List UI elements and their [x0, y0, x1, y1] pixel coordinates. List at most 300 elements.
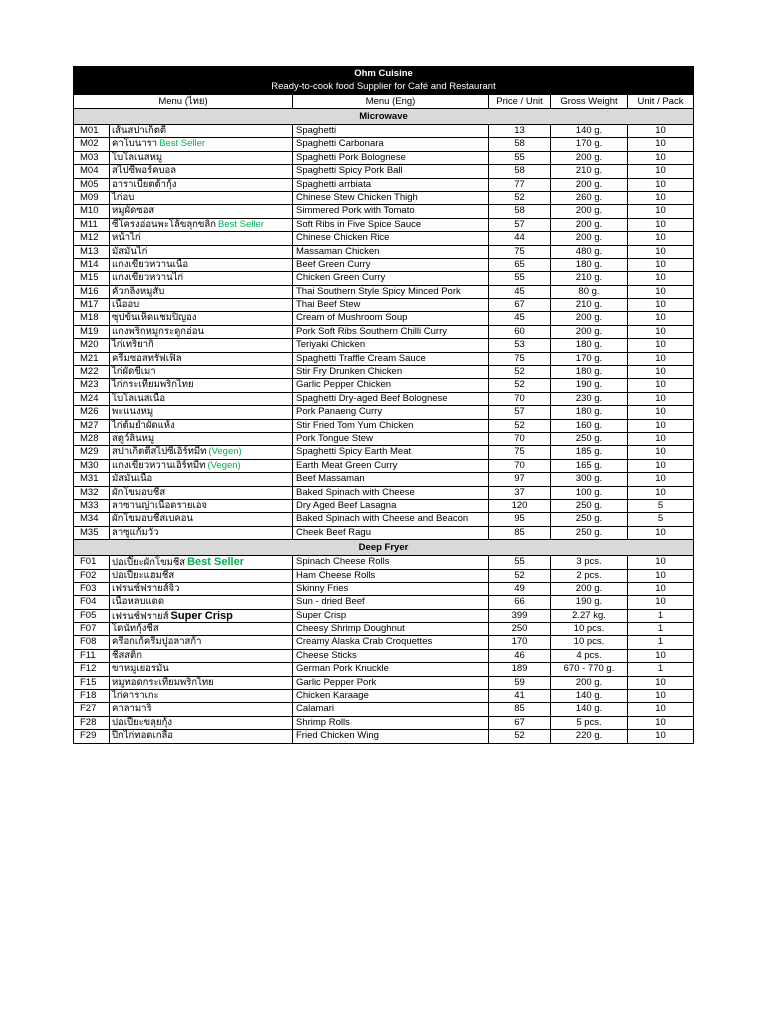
item-name-eng: Spaghetti Spicy Earth Meat: [293, 446, 489, 459]
item-name-thai: [110, 460, 293, 473]
menu-row: [74, 473, 694, 486]
item-price: 67: [489, 299, 551, 312]
item-code: M12: [74, 232, 110, 245]
item-name-thai-text: แกงเขียวหวานเอิร์ทมีท: [112, 459, 206, 471]
item-badge: Super Crisp: [170, 609, 233, 622]
item-name-thai: [110, 259, 293, 272]
menu-row: [74, 406, 694, 419]
menu-row: [74, 527, 694, 540]
menu-row: [74, 583, 694, 596]
item-name-thai: [110, 636, 293, 649]
item-unit-pack: 10: [628, 219, 694, 232]
item-unit-pack: 10: [628, 138, 694, 151]
item-name-thai-text: โบโลเนสเนื้อ: [112, 392, 166, 404]
item-name-thai: [110, 513, 293, 526]
item-gross-weight: 140 g.: [551, 690, 628, 703]
item-code: M33: [74, 500, 110, 513]
item-unit-pack: 10: [628, 433, 694, 446]
item-unit-pack: 10: [628, 570, 694, 583]
item-badge: Best Seller: [217, 218, 264, 230]
item-code: F03: [74, 583, 110, 596]
item-gross-weight: 3 pcs.: [551, 556, 628, 569]
item-name-thai-text: ลาซานญ่าเนื้อดรายเอจ: [112, 499, 207, 511]
item-name-eng: Massaman Chicken: [293, 246, 489, 259]
item-name-eng: Stir Fried Tom Yum Chicken: [293, 420, 489, 433]
item-price: 59: [489, 677, 551, 690]
item-gross-weight: 5 pcs.: [551, 717, 628, 730]
item-name-eng: Sun - dried Beef: [293, 596, 489, 609]
item-code: F05: [74, 610, 110, 623]
item-name-thai: [110, 500, 293, 513]
item-name-thai: [110, 393, 293, 406]
item-unit-pack: 10: [628, 596, 694, 609]
item-name-eng: Chicken Green Curry: [293, 272, 489, 285]
item-gross-weight: 140 g.: [551, 125, 628, 138]
item-unit-pack: 10: [628, 406, 694, 419]
item-unit-pack: 10: [628, 487, 694, 500]
item-name-eng: Chicken Karaage: [293, 690, 489, 703]
item-name-thai: [110, 556, 293, 569]
item-gross-weight: 180 g.: [551, 339, 628, 352]
menu-row: [74, 232, 694, 245]
item-code: M32: [74, 487, 110, 500]
item-badge: Best Seller: [159, 138, 206, 150]
item-name-eng: Baked Spinach with Cheese: [293, 487, 489, 500]
item-name-eng: Thai Beef Stew: [293, 299, 489, 312]
menu-row: [74, 623, 694, 636]
item-unit-pack: 10: [628, 205, 694, 218]
item-gross-weight: 160 g.: [551, 420, 628, 433]
item-name-thai-text: ชีสสติ๊ก: [112, 649, 142, 661]
menu-row: [74, 650, 694, 663]
menu-row: [74, 717, 694, 730]
item-name-thai-text: สปาเก็ตตี้สไปซี่เอิร์ทมีท: [112, 446, 207, 458]
item-unit-pack: 10: [628, 393, 694, 406]
item-gross-weight: 250 g.: [551, 527, 628, 540]
item-price: 95: [489, 513, 551, 526]
menu-row: [74, 179, 694, 192]
menu-sections: [74, 109, 694, 744]
item-unit-pack: 10: [628, 152, 694, 165]
item-name-thai-text: แกงเขียวหวานเนื้อ: [112, 258, 189, 270]
item-gross-weight: 180 g.: [551, 406, 628, 419]
item-price: 60: [489, 326, 551, 339]
item-name-thai-text: สตูว์ลิ้นหมู: [112, 432, 155, 444]
item-name-eng: Earth Meat Green Curry: [293, 460, 489, 473]
menu-row: [74, 556, 694, 569]
item-price: 189: [489, 663, 551, 676]
item-code: M01: [74, 125, 110, 138]
item-name-thai-text: ปอเปี๊ยะแฮมชีส: [112, 569, 175, 581]
item-name-thai-text: พะแนงหมู: [112, 406, 154, 418]
item-code: M05: [74, 179, 110, 192]
item-price: 55: [489, 272, 551, 285]
item-name-thai: [110, 703, 293, 716]
item-price: 57: [489, 406, 551, 419]
item-code: M29: [74, 446, 110, 459]
item-price: 70: [489, 393, 551, 406]
menu-row: [74, 420, 694, 433]
section-title: Microwave: [74, 109, 694, 125]
item-price: 13: [489, 125, 551, 138]
item-code: M11: [74, 219, 110, 232]
item-price: 85: [489, 527, 551, 540]
item-code: M31: [74, 473, 110, 486]
item-name-eng: Cream of Mushroom Soup: [293, 312, 489, 325]
item-unit-pack: 10: [628, 272, 694, 285]
item-code: M20: [74, 339, 110, 352]
item-name-eng: Spaghetti Dry-aged Beef Bolognese: [293, 393, 489, 406]
item-name-thai-text: ไก่ต้มยำผัดแห้ง: [112, 419, 175, 431]
item-gross-weight: 670 - 770 g.: [551, 663, 628, 676]
item-name-eng: Creamy Alaska Crab Croquettes: [293, 636, 489, 649]
column-header-price: Price / Unit: [489, 95, 551, 109]
item-unit-pack: 10: [628, 326, 694, 339]
item-price: 52: [489, 420, 551, 433]
item-name-thai: [110, 353, 293, 366]
item-code: M19: [74, 326, 110, 339]
item-price: 45: [489, 312, 551, 325]
item-unit-pack: 10: [628, 703, 694, 716]
item-unit-pack: 10: [628, 286, 694, 299]
menu-row: [74, 703, 694, 716]
item-name-thai-text: ผักโขมอบชีสเบคอน: [112, 513, 193, 525]
item-name-eng: Fried Chicken Wing: [293, 730, 489, 743]
item-price: 46: [489, 650, 551, 663]
item-name-eng: Pork Tongue Stew: [293, 433, 489, 446]
item-unit-pack: 10: [628, 730, 694, 743]
item-price: 250: [489, 623, 551, 636]
item-price: 41: [489, 690, 551, 703]
item-name-thai-text: ปีกไก่ทอดเกลือ: [112, 730, 173, 742]
item-gross-weight: 230 g.: [551, 393, 628, 406]
item-name-eng: Dry Aged Beef Lasagna: [293, 500, 489, 513]
menu-row: [74, 312, 694, 325]
item-gross-weight: 180 g.: [551, 259, 628, 272]
item-name-thai-text: ซี่โครงอ่อนพะโล้ขลุกขลิก: [112, 218, 216, 230]
item-unit-pack: 10: [628, 556, 694, 569]
item-name-thai-text: ปอเปี๊ยะขลุยกุ้ง: [112, 716, 172, 728]
item-name-thai-text: ไก่คาราเกะ: [112, 690, 159, 702]
item-gross-weight: 200 g.: [551, 232, 628, 245]
item-name-thai-text: หมูทอดกระเทียมพริกไทย: [112, 676, 214, 688]
item-code: M28: [74, 433, 110, 446]
item-name-eng: Spaghetti Carbonara: [293, 138, 489, 151]
item-unit-pack: 10: [628, 232, 694, 245]
item-code: M24: [74, 393, 110, 406]
item-gross-weight: 480 g.: [551, 246, 628, 259]
item-unit-pack: 10: [628, 473, 694, 486]
item-name-eng: Teriyaki Chicken: [293, 339, 489, 352]
menu-row: [74, 152, 694, 165]
item-name-eng: Spaghetti Spicy Pork Ball: [293, 165, 489, 178]
menu-row: [74, 393, 694, 406]
item-code: M03: [74, 152, 110, 165]
menu-row: [74, 570, 694, 583]
menu-row: [74, 433, 694, 446]
item-unit-pack: 10: [628, 259, 694, 272]
item-name-thai: [110, 446, 293, 459]
item-code: M17: [74, 299, 110, 312]
menu-row: [74, 165, 694, 178]
item-price: 55: [489, 556, 551, 569]
item-name-thai: [110, 610, 293, 623]
item-unit-pack: 5: [628, 500, 694, 513]
item-name-thai: [110, 623, 293, 636]
item-badge: Best Seller: [187, 556, 244, 569]
item-unit-pack: 10: [628, 446, 694, 459]
item-code: M10: [74, 205, 110, 218]
column-header-row: [74, 95, 694, 109]
item-price: 77: [489, 179, 551, 192]
item-name-eng: Spinach Cheese Rolls: [293, 556, 489, 569]
item-code: F11: [74, 650, 110, 663]
item-name-eng: Baked Spinach with Cheese and Beacon: [293, 513, 489, 526]
item-price: 52: [489, 366, 551, 379]
item-gross-weight: 10 pcs.: [551, 636, 628, 649]
menu-row: [74, 636, 694, 649]
menu-row: [74, 246, 694, 259]
item-name-thai: [110, 379, 293, 392]
item-price: 55: [489, 152, 551, 165]
item-name-thai: [110, 677, 293, 690]
item-gross-weight: 210 g.: [551, 272, 628, 285]
item-name-eng: Ham Cheese Rolls: [293, 570, 489, 583]
menu-row: [74, 446, 694, 459]
item-name-eng: Chinese Stew Chicken Thigh: [293, 192, 489, 205]
item-name-thai-text: คาลามาริ: [112, 703, 152, 715]
item-gross-weight: 210 g.: [551, 299, 628, 312]
item-gross-weight: 10 pcs.: [551, 623, 628, 636]
item-name-thai-text: ซุปข้นเห็ดแชมปิญอง: [112, 312, 197, 324]
item-name-thai: [110, 299, 293, 312]
item-name-eng: Garlic Pepper Chicken: [293, 379, 489, 392]
item-unit-pack: 10: [628, 379, 694, 392]
item-price: 75: [489, 353, 551, 366]
item-name-thai-text: โบโลเนสหมู: [112, 151, 163, 163]
item-unit-pack: 10: [628, 717, 694, 730]
item-name-thai-text: เฟรนช์ฟรายส์: [112, 610, 169, 622]
item-price: 97: [489, 473, 551, 486]
item-gross-weight: 180 g.: [551, 366, 628, 379]
menu-row: [74, 272, 694, 285]
item-price: 58: [489, 165, 551, 178]
item-price: 70: [489, 433, 551, 446]
menu-row: [74, 366, 694, 379]
item-name-thai-text: ขาหมูเยอรมัน: [112, 663, 169, 675]
item-gross-weight: 200 g.: [551, 179, 628, 192]
menu-row: [74, 353, 694, 366]
item-unit-pack: 10: [628, 420, 694, 433]
item-name-thai: [110, 583, 293, 596]
item-name-thai: [110, 219, 293, 232]
item-name-eng: Cheese Sticks: [293, 650, 489, 663]
item-name-thai: [110, 138, 293, 151]
column-header-gross-weight: Gross Weight: [551, 95, 628, 109]
item-price: 75: [489, 246, 551, 259]
menu-row: [74, 339, 694, 352]
item-code: M16: [74, 286, 110, 299]
item-name-thai: [110, 596, 293, 609]
item-gross-weight: 200 g.: [551, 219, 628, 232]
item-code: F07: [74, 623, 110, 636]
item-code: M35: [74, 527, 110, 540]
menu-row: [74, 138, 694, 151]
item-name-eng: Super Crisp: [293, 610, 489, 623]
item-name-thai: [110, 165, 293, 178]
menu-row: [74, 513, 694, 526]
item-name-thai: [110, 179, 293, 192]
item-name-eng: Cheesy Shrimp Doughnut: [293, 623, 489, 636]
menu-row: [74, 677, 694, 690]
item-code: F08: [74, 636, 110, 649]
item-price: 37: [489, 487, 551, 500]
item-name-thai-text: ครีมซอสทรัฟเฟิล: [112, 352, 182, 364]
section-header-deep-fryer: [74, 540, 694, 556]
item-gross-weight: 2.27 kg.: [551, 610, 628, 623]
item-name-eng: Stir Fry Drunken Chicken: [293, 366, 489, 379]
item-gross-weight: 200 g.: [551, 583, 628, 596]
item-name-thai: [110, 152, 293, 165]
item-code: F18: [74, 690, 110, 703]
item-price: 52: [489, 570, 551, 583]
item-price: 58: [489, 138, 551, 151]
item-code: F29: [74, 730, 110, 743]
item-unit-pack: 10: [628, 460, 694, 473]
item-code: M09: [74, 192, 110, 205]
item-name-thai: [110, 326, 293, 339]
item-name-eng: Spaghetti Pork Bolognese: [293, 152, 489, 165]
item-gross-weight: 250 g.: [551, 513, 628, 526]
item-gross-weight: 140 g.: [551, 703, 628, 716]
item-gross-weight: 190 g.: [551, 379, 628, 392]
item-name-thai-text: เนื้ออบ: [112, 299, 140, 311]
menu-row: [74, 125, 694, 138]
item-gross-weight: 4 pcs.: [551, 650, 628, 663]
item-price: 52: [489, 192, 551, 205]
item-name-thai-text: มัสมั่นเนื้อ: [112, 473, 153, 485]
item-price: 75: [489, 446, 551, 459]
item-name-thai-text: ปอเปี๊ยะผักโขมชีส: [112, 557, 186, 569]
item-code: M04: [74, 165, 110, 178]
item-name-thai: [110, 473, 293, 486]
item-name-thai-text: ไก่อบ: [112, 191, 135, 203]
item-gross-weight: 300 g.: [551, 473, 628, 486]
item-name-eng: Spaghetti Traffle Cream Sauce: [293, 353, 489, 366]
item-name-thai-text: เฟรนช์ฟรายส์จิ๋ว: [112, 582, 180, 594]
item-code: M34: [74, 513, 110, 526]
menu-row: [74, 690, 694, 703]
item-name-thai-text: ครีอกเก้ครีมปูอลาสก้า: [112, 636, 202, 648]
item-unit-pack: 10: [628, 339, 694, 352]
item-name-thai: [110, 272, 293, 285]
item-name-thai: [110, 366, 293, 379]
menu-row: [74, 379, 694, 392]
item-name-thai-text: ลาซูแก้มวัว: [112, 526, 159, 538]
menu-row: [74, 299, 694, 312]
item-gross-weight: 170 g.: [551, 138, 628, 151]
item-price: 44: [489, 232, 551, 245]
item-code: M26: [74, 406, 110, 419]
section-header-microwave: [74, 109, 694, 125]
item-gross-weight: 165 g.: [551, 460, 628, 473]
menu-row: [74, 192, 694, 205]
item-code: M13: [74, 246, 110, 259]
item-name-eng: Cheek Beef Ragu: [293, 527, 489, 540]
item-price: 53: [489, 339, 551, 352]
item-unit-pack: 10: [628, 690, 694, 703]
item-unit-pack: 10: [628, 353, 694, 366]
item-code: M18: [74, 312, 110, 325]
menu-row: [74, 219, 694, 232]
item-name-thai: [110, 192, 293, 205]
item-code: M23: [74, 379, 110, 392]
item-gross-weight: 210 g.: [551, 165, 628, 178]
item-gross-weight: 250 g.: [551, 433, 628, 446]
item-code: F28: [74, 717, 110, 730]
menu-row: [74, 326, 694, 339]
item-code: M14: [74, 259, 110, 272]
item-price: 52: [489, 730, 551, 743]
menu-row: [74, 610, 694, 623]
item-price: 399: [489, 610, 551, 623]
item-price: 65: [489, 259, 551, 272]
item-name-thai: [110, 717, 293, 730]
item-name-thai: [110, 730, 293, 743]
item-name-thai: [110, 690, 293, 703]
item-name-eng: Beef Massaman: [293, 473, 489, 486]
item-gross-weight: 170 g.: [551, 353, 628, 366]
item-name-eng: Chinese Chicken Rice: [293, 232, 489, 245]
item-unit-pack: 1: [628, 636, 694, 649]
item-gross-weight: 2 pcs.: [551, 570, 628, 583]
item-name-thai-text: ผักโขมอบชีส: [112, 486, 166, 498]
item-name-thai: [110, 339, 293, 352]
item-name-eng: Simmered Pork with Tomato: [293, 205, 489, 218]
item-name-eng: Shrimp Rolls: [293, 717, 489, 730]
price-list-sheet: [73, 66, 694, 744]
item-name-thai-text: แกงเขียวหวานไก่: [112, 272, 184, 284]
menu-row: [74, 663, 694, 676]
item-name-thai-text: ไก่ผัดขี้เมา: [112, 366, 156, 378]
item-name-thai: [110, 527, 293, 540]
item-name-thai: [110, 487, 293, 500]
item-gross-weight: 190 g.: [551, 596, 628, 609]
column-header-menu-eng: Menu (Eng): [293, 95, 489, 109]
item-unit-pack: 10: [628, 179, 694, 192]
item-unit-pack: 10: [628, 366, 694, 379]
item-gross-weight: 200 g.: [551, 205, 628, 218]
item-name-thai: [110, 650, 293, 663]
item-code: M22: [74, 366, 110, 379]
item-name-eng: Garlic Pepper Pork: [293, 677, 489, 690]
item-name-thai-text: โดนัทกุ้งชีส: [112, 623, 159, 635]
item-price: 45: [489, 286, 551, 299]
item-name-eng: Spaghetti: [293, 125, 489, 138]
item-gross-weight: 200 g.: [551, 677, 628, 690]
item-name-eng: Thai Southern Style Spicy Minced Pork: [293, 286, 489, 299]
item-unit-pack: 10: [628, 192, 694, 205]
item-badge: (Vegen): [208, 446, 242, 458]
menu-row: [74, 205, 694, 218]
item-code: F02: [74, 570, 110, 583]
item-gross-weight: 100 g.: [551, 487, 628, 500]
item-name-thai: [110, 312, 293, 325]
item-name-eng: Soft Ribs in Five Spice Sauce: [293, 219, 489, 232]
item-code: F04: [74, 596, 110, 609]
title-band: [74, 67, 694, 95]
item-unit-pack: 1: [628, 663, 694, 676]
